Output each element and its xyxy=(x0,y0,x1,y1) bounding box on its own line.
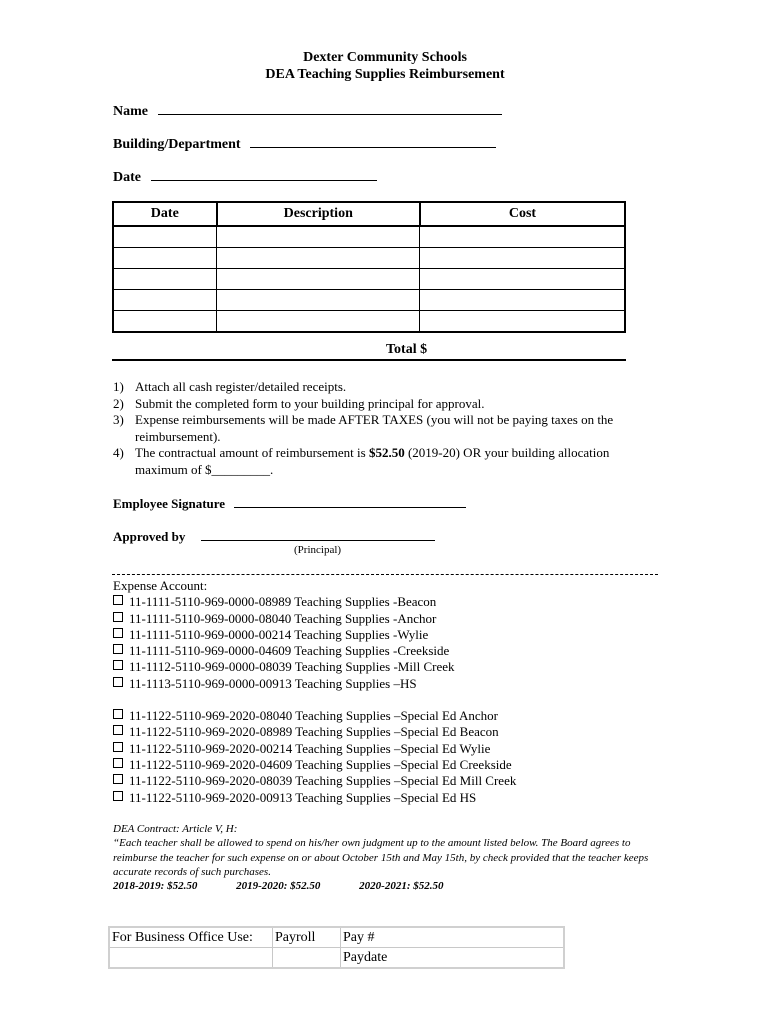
account-group-special-ed xyxy=(113,708,516,806)
name-input-line[interactable] xyxy=(158,102,502,115)
reimbursement-amount: $52.50 xyxy=(368,445,405,460)
table-row xyxy=(113,248,625,269)
list-item-number: 1) xyxy=(113,379,124,394)
account-option xyxy=(113,708,516,724)
list-item xyxy=(113,445,653,478)
account-label: 11-1111-5110-969-0000-08040 Teaching Supplies -Anchor xyxy=(129,610,437,626)
account-group-regular xyxy=(113,594,516,692)
account-checkbox[interactable] xyxy=(113,709,123,719)
account-checkbox[interactable] xyxy=(113,791,123,801)
total-row xyxy=(112,341,626,361)
list-item xyxy=(113,379,653,396)
table-row xyxy=(113,290,625,311)
description-cell[interactable] xyxy=(217,311,420,333)
list-item-number: 4) xyxy=(113,445,124,460)
description-cell[interactable] xyxy=(217,226,420,248)
rate-2020-2021: 2020-2021: $52.50 xyxy=(359,880,444,893)
account-label: 11-1111-5110-969-0000-08989 Teaching Supplies -Beacon xyxy=(129,594,437,610)
table-row xyxy=(113,269,625,290)
cost-cell[interactable] xyxy=(420,248,625,269)
contract-body: “Each teacher shall be allowed to spend on his/her own judgment up to the amount listed below. The Board agrees to reimburse the teacher for such expense on or about October 15th and May 15th, by check provided that the teacher keeps accurate records of such purchases. xyxy=(113,837,649,878)
account-checkbox[interactable] xyxy=(113,774,123,784)
principal-caption: (Principal) xyxy=(294,544,342,556)
approved-by-field xyxy=(113,528,435,545)
table-header-row xyxy=(113,202,625,226)
approved-by-label: Approved by xyxy=(113,529,186,544)
table-row xyxy=(113,311,625,333)
account-option xyxy=(113,724,516,740)
account-checkbox[interactable] xyxy=(113,612,123,622)
account-checkbox[interactable] xyxy=(113,677,123,687)
account-option xyxy=(113,643,516,659)
empty-cell xyxy=(109,948,273,969)
account-checkbox[interactable] xyxy=(113,644,123,654)
account-label: 11-1122-5110-969-2020-08039 Teaching Supplies –Special Ed Mill Creek xyxy=(129,773,517,789)
account-label: 11-1122-5110-969-2020-04609 Teaching Supplies –Special Ed Creekside xyxy=(129,756,512,772)
column-header-description: Description xyxy=(217,202,420,226)
building-input-line[interactable] xyxy=(250,135,496,148)
contract-section xyxy=(113,822,658,893)
account-option xyxy=(113,773,516,789)
description-cell[interactable] xyxy=(217,290,420,311)
account-option xyxy=(113,659,516,675)
employee-signature-field xyxy=(113,495,466,512)
expense-table xyxy=(112,201,626,333)
account-option xyxy=(113,627,516,643)
account-checkbox[interactable] xyxy=(113,742,123,752)
total-label: Total $ xyxy=(386,342,428,357)
list-item-text: Attach all cash register/detailed receipts. xyxy=(135,379,347,394)
account-label: 11-1113-5110-969-0000-00913 Teaching Supplies –HS xyxy=(129,675,417,691)
description-cell[interactable] xyxy=(217,248,420,269)
employee-signature-label: Employee Signature xyxy=(113,496,226,511)
account-option xyxy=(113,790,516,806)
table-row xyxy=(113,226,625,248)
account-checkbox[interactable] xyxy=(113,660,123,670)
date-cell[interactable] xyxy=(113,311,217,333)
account-checkbox[interactable] xyxy=(113,758,123,768)
expense-account-heading: Expense Account: xyxy=(113,578,208,593)
account-checkbox[interactable] xyxy=(113,595,123,605)
date-field xyxy=(113,168,377,186)
account-label: 11-1111-5110-969-0000-04609 Teaching Supplies -Creekside xyxy=(129,643,450,659)
payroll-label: Payroll xyxy=(273,927,341,948)
date-cell[interactable] xyxy=(113,290,217,311)
account-option xyxy=(113,594,516,610)
business-office-table xyxy=(108,926,565,969)
cost-cell[interactable] xyxy=(420,290,625,311)
list-item-text: Expense reimbursements will be made AFTER TAXES (you will not be paying taxes on the reimbursement). xyxy=(135,412,614,444)
list-item-number: 3) xyxy=(113,412,124,427)
contract-rates xyxy=(113,879,658,893)
rate-2019-2020: 2019-2020: $52.50 xyxy=(236,880,321,893)
list-item-text-before: The contractual amount of reimbursement is xyxy=(135,445,369,460)
expense-account-section xyxy=(113,578,516,806)
cost-cell[interactable] xyxy=(420,226,625,248)
account-option xyxy=(113,676,516,692)
instruction-list xyxy=(113,379,653,478)
account-checkbox[interactable] xyxy=(113,628,123,638)
account-label: 11-1111-5110-969-0000-00214 Teaching Supplies -Wylie xyxy=(129,626,429,642)
form-title: DEA Teaching Supplies Reimbursement xyxy=(265,67,505,82)
list-item xyxy=(113,396,653,413)
employee-signature-line[interactable] xyxy=(234,495,466,508)
account-option xyxy=(113,611,516,627)
account-label: 11-1122-5110-969-2020-08040 Teaching Supplies –Special Ed Anchor xyxy=(129,708,498,724)
name-label: Name xyxy=(113,104,148,119)
list-item-text-after: (2019-20) OR your building allocation maximum of $_________. xyxy=(135,445,610,477)
list-item-number: 2) xyxy=(113,395,124,411)
paydate-label: Paydate xyxy=(341,948,565,969)
account-option xyxy=(113,757,516,773)
account-option xyxy=(113,741,516,757)
cost-cell[interactable] xyxy=(420,269,625,290)
column-header-cost: Cost xyxy=(420,202,625,226)
divider xyxy=(112,574,658,575)
empty-cell xyxy=(273,948,341,969)
column-header-date: Date xyxy=(113,202,217,226)
date-input-line[interactable] xyxy=(151,168,377,181)
date-cell[interactable] xyxy=(113,269,217,290)
date-label: Date xyxy=(113,170,141,185)
account-checkbox[interactable] xyxy=(113,725,123,735)
form-title-school: Dexter Community Schools xyxy=(303,50,467,65)
account-label: 11-1122-5110-969-2020-00913 Teaching Supplies –Special Ed HS xyxy=(129,789,477,805)
account-label: 11-1122-5110-969-2020-08989 Teaching Supplies –Special Ed Beacon xyxy=(129,724,499,740)
name-field xyxy=(113,102,502,120)
account-label: 11-1122-5110-969-2020-00214 Teaching Supplies –Special Ed Wylie xyxy=(129,740,491,756)
date-cell[interactable] xyxy=(113,248,217,269)
pay-number-label: Pay # xyxy=(341,927,565,948)
approved-by-line[interactable] xyxy=(201,528,435,541)
list-item xyxy=(113,412,653,445)
account-label: 11-1112-5110-969-0000-08039 Teaching Supplies -Mill Creek xyxy=(129,659,455,675)
building-field xyxy=(113,135,496,153)
business-office-label: For Business Office Use: xyxy=(109,927,273,948)
contract-heading: DEA Contract: Article V, H: xyxy=(113,823,238,835)
date-cell[interactable] xyxy=(113,226,217,248)
cost-cell[interactable] xyxy=(420,311,625,333)
list-item-text: Submit the completed form to your building principal for approval. xyxy=(135,395,485,411)
building-label: Building/Department xyxy=(113,137,241,152)
rate-2018-2019: 2018-2019: $52.50 xyxy=(113,880,198,893)
description-cell[interactable] xyxy=(217,269,420,290)
